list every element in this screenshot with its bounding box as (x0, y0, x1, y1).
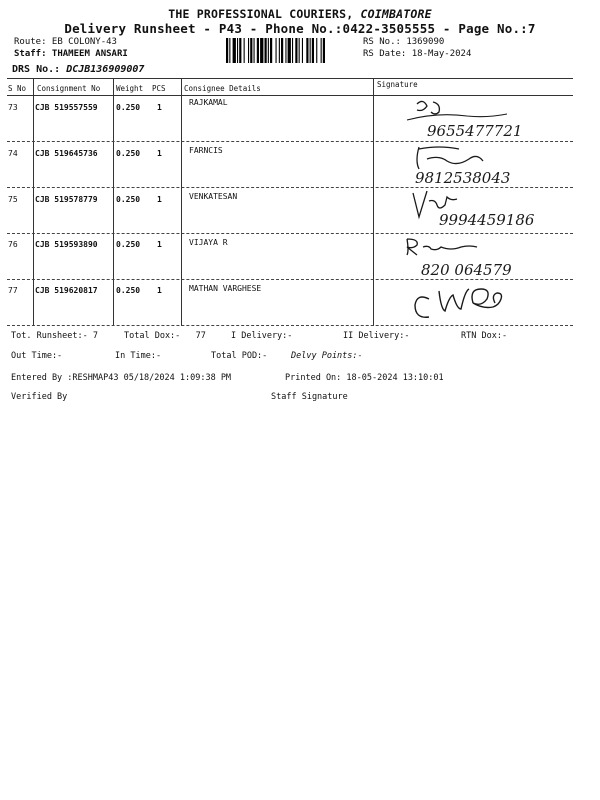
barcode-bar (226, 38, 228, 63)
rtn-dox: RTN Dox:- (461, 331, 508, 341)
barcode-bar (265, 38, 267, 63)
rs-number: RS No.: 1369090 (363, 37, 445, 47)
barcode-bar (312, 38, 314, 63)
row-consignment: CJB 519557559 (35, 103, 98, 112)
row-pcs: 1 (157, 286, 162, 295)
column-divider (373, 78, 374, 326)
barcode-bar (270, 38, 272, 63)
barcode-bar (248, 38, 249, 63)
delivery-points (291, 351, 363, 361)
company-title (0, 7, 600, 21)
row-weight: 0.250 (116, 286, 141, 295)
runsheet-table (7, 78, 573, 326)
total-dox: Total Dox:- 77 (124, 331, 206, 341)
barcode-bar (321, 38, 322, 63)
barcode-bar (276, 38, 277, 63)
row-weight: 0.250 (116, 195, 141, 204)
barcode-bar (323, 38, 325, 63)
column-divider (113, 78, 114, 326)
barcode-bar (239, 38, 241, 63)
row-consignment: CJB 519645736 (35, 149, 98, 158)
col-header-consignment: Consignment No (37, 84, 101, 93)
barcode-bar (306, 38, 308, 63)
col-header-signature: Signature (377, 80, 418, 89)
row-consignee: VIJAYA R (189, 238, 228, 247)
barcode-bar (285, 38, 286, 63)
row-consignee: VENKATESAN (189, 192, 238, 201)
table-bottom-border (7, 325, 573, 326)
barcode-bar (260, 38, 263, 63)
row-weight: 0.250 (116, 103, 141, 112)
barcode-bar (288, 38, 291, 63)
drs-number (12, 64, 144, 75)
staff-label: Staff: THAMEEM ANSARI (14, 49, 128, 59)
barcode-bar (281, 38, 283, 63)
row-consignee: MATHAN VARGHESE (189, 284, 262, 293)
row-weight: 0.250 (116, 240, 141, 249)
printed-on: Printed On: 18-05-2024 13:10:01 (285, 373, 444, 383)
i-delivery: I Delivery:- (231, 331, 293, 341)
barcode-bar (250, 38, 252, 63)
rs-date: RS Date: 18-May-2024 (363, 49, 472, 59)
barcode-bar (279, 38, 280, 63)
barcode-bar (254, 38, 255, 63)
table-top-border (7, 78, 573, 79)
runsheet-title: Delivery Runsheet - P43 - Phone No.:0422-3505555 - Page No.:7 (64, 21, 536, 36)
total-runsheet: Tot. Runsheet:- 7 (11, 331, 98, 341)
row-sno: 75 (8, 195, 18, 204)
row-sno: 76 (8, 240, 18, 249)
staff-signature: Staff Signature (271, 392, 348, 402)
col-header-sno: S No (8, 84, 27, 93)
row-consignment: CJB 519593890 (35, 240, 98, 249)
company-city: COIMBATORE (360, 7, 432, 21)
col-header-weight: Weight (116, 84, 144, 93)
row-sno: 73 (8, 103, 18, 112)
route-label: Route: EB COLONY-43 (14, 37, 117, 47)
signature-76 (399, 233, 577, 279)
barcode-bar (316, 38, 317, 63)
row-consignee: RAJKAMAL (189, 98, 228, 107)
row-consignment: CJB 519578779 (35, 195, 98, 204)
row-consignee: FARNCIS (189, 146, 223, 155)
signature-phone: 9994459186 (439, 211, 535, 229)
total-pod: Total POD:- (211, 351, 268, 361)
column-divider (33, 78, 34, 326)
barcode-bar (302, 38, 303, 63)
row-sno: 77 (8, 286, 18, 295)
barcode-bar (229, 38, 230, 63)
row-sno: 74 (8, 149, 18, 158)
signature-77 (399, 279, 577, 325)
ii-delivery: II Delivery:- (343, 331, 410, 341)
row-weight: 0.250 (116, 149, 141, 158)
signature-phone: 9812538043 (415, 169, 511, 187)
barcode-bar (233, 38, 236, 63)
barcode-bar (292, 38, 293, 63)
barcode-bar (237, 38, 238, 63)
row-pcs: 1 (157, 103, 162, 112)
signature-75 (399, 187, 577, 233)
verified-by: Verified By (11, 392, 68, 402)
row-pcs: 1 (157, 195, 162, 204)
signature-73 (399, 96, 577, 142)
barcode-bar (268, 38, 269, 63)
barcode-bar (299, 38, 300, 63)
barcode-bar (244, 38, 245, 63)
drs-label: DRS No.: (12, 64, 67, 75)
barcode (226, 38, 356, 63)
signature-phone: 9655477721 (427, 122, 523, 140)
barcode-bar (257, 38, 259, 63)
drs-value: DCJB136909007 (66, 64, 145, 75)
signature-74 (399, 141, 577, 187)
barcode-bar (310, 38, 311, 63)
column-divider (181, 78, 182, 326)
out-time: Out Time:- (11, 351, 63, 361)
delivery-points-label: Delvy Points:- (291, 351, 363, 361)
in-time: In Time:- (115, 351, 162, 361)
entered-by: Entered By :RESHMAP43 05/18/2024 1:09:38 PM (11, 373, 232, 383)
col-header-pcs: PCS (152, 84, 166, 93)
signature-phone: 820 064579 (421, 261, 512, 279)
barcode-bar (295, 38, 297, 63)
company-name: THE PROFESSIONAL COURIERS, (168, 7, 361, 21)
col-header-consignee: Consignee Details (184, 84, 261, 93)
row-pcs: 1 (157, 149, 162, 158)
row-pcs: 1 (157, 240, 162, 249)
row-consignment: CJB 519620817 (35, 286, 98, 295)
